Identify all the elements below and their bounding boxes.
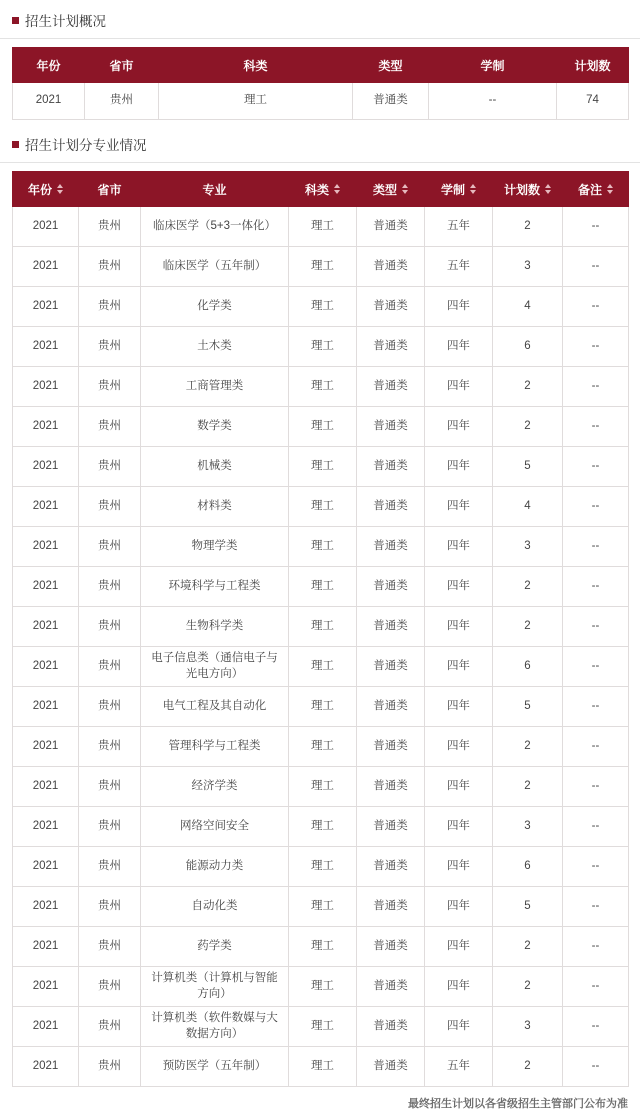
cell-province: 贵州 (79, 887, 141, 927)
col-header-year (13, 48, 85, 83)
col-header-major (141, 172, 289, 207)
cell-type: 普通类 (357, 767, 425, 807)
cell-plan-count: 5 (493, 687, 563, 727)
cell-year: 2021 (13, 367, 79, 407)
cell-type: 普通类 (353, 83, 429, 120)
cell-remark: -- (563, 287, 629, 327)
cell-type: 普通类 (357, 567, 425, 607)
cell-major: 机械类 (141, 447, 289, 487)
cell-province: 贵州 (79, 447, 141, 487)
cell-plan-count: 3 (493, 1007, 563, 1047)
cell-plan-count: 2 (493, 927, 563, 967)
table-body (13, 207, 629, 1087)
cell-remark: -- (563, 607, 629, 647)
cell-category: 理工 (289, 727, 357, 767)
cell-plan-count: 2 (493, 1047, 563, 1087)
col-header-label: 省市 (97, 182, 122, 197)
table-row (13, 607, 629, 647)
cell-province: 贵州 (79, 1047, 141, 1087)
cell-year: 2021 (13, 887, 79, 927)
cell-duration: 四年 (425, 767, 493, 807)
cell-duration: 四年 (425, 527, 493, 567)
cell-province: 贵州 (79, 767, 141, 807)
cell-remark: -- (563, 207, 629, 247)
col-header-category (159, 48, 353, 83)
table-row (13, 967, 629, 1007)
cell-province: 贵州 (79, 647, 141, 687)
cell-year: 2021 (13, 847, 79, 887)
cell-year: 2021 (13, 83, 85, 120)
cell-type: 普通类 (357, 447, 425, 487)
cell-remark: -- (563, 487, 629, 527)
cell-type: 普通类 (357, 607, 425, 647)
table-row (13, 927, 629, 967)
col-header-remark[interactable] (563, 172, 629, 207)
cell-year: 2021 (13, 527, 79, 567)
cell-duration: 四年 (425, 287, 493, 327)
cell-remark: -- (563, 647, 629, 687)
cell-plan-count: 5 (493, 447, 563, 487)
table-row (13, 327, 629, 367)
cell-plan-count: 6 (493, 647, 563, 687)
cell-category: 理工 (289, 767, 357, 807)
cell-year: 2021 (13, 487, 79, 527)
cell-type: 普通类 (357, 1007, 425, 1047)
cell-major: 药学类 (141, 927, 289, 967)
cell-duration: -- (429, 83, 557, 120)
cell-category: 理工 (289, 407, 357, 447)
cell-plan-count: 2 (493, 767, 563, 807)
col-header-label: 年份 (36, 58, 61, 73)
cell-year: 2021 (13, 687, 79, 727)
cell-province: 贵州 (79, 287, 141, 327)
cell-category: 理工 (289, 487, 357, 527)
cell-major: 材料类 (141, 487, 289, 527)
section-title-overview (0, 0, 640, 38)
table-row (13, 687, 629, 727)
cell-province: 贵州 (79, 247, 141, 287)
table-row (13, 647, 629, 687)
cell-category: 理工 (289, 367, 357, 407)
cell-category: 理工 (289, 647, 357, 687)
cell-remark: -- (563, 847, 629, 887)
cell-remark: -- (563, 367, 629, 407)
cell-province: 贵州 (79, 687, 141, 727)
cell-category: 理工 (289, 607, 357, 647)
cell-remark: -- (563, 1047, 629, 1087)
cell-category: 理工 (289, 327, 357, 367)
cell-year: 2021 (13, 1007, 79, 1047)
cell-remark: -- (563, 927, 629, 967)
table-row (13, 1007, 629, 1047)
cell-year: 2021 (13, 207, 79, 247)
cell-major: 电气工程及其自动化 (141, 687, 289, 727)
cell-type: 普通类 (357, 687, 425, 727)
cell-duration: 四年 (425, 607, 493, 647)
col-header-label: 学制 (480, 58, 505, 73)
cell-plan-count: 2 (493, 727, 563, 767)
cell-plan-count: 74 (557, 83, 629, 120)
cell-duration: 四年 (425, 727, 493, 767)
cell-category: 理工 (289, 207, 357, 247)
cell-province: 贵州 (79, 367, 141, 407)
table-row (13, 407, 629, 447)
cell-duration: 四年 (425, 807, 493, 847)
cell-duration: 四年 (425, 567, 493, 607)
table-row (13, 767, 629, 807)
cell-major: 网络空间安全 (141, 807, 289, 847)
table-row (13, 807, 629, 847)
table-row (13, 287, 629, 327)
cell-major: 电子信息类（通信电子与光电方向） (141, 647, 289, 687)
sort-icon[interactable] (470, 184, 476, 194)
cell-major: 土木类 (141, 327, 289, 367)
cell-year: 2021 (13, 967, 79, 1007)
cell-remark: -- (563, 887, 629, 927)
col-header-plan-count (557, 48, 629, 83)
divider (0, 162, 640, 163)
col-header-label: 类型 (378, 58, 403, 73)
cell-category: 理工 (289, 967, 357, 1007)
cell-plan-count: 2 (493, 207, 563, 247)
cell-category: 理工 (289, 807, 357, 847)
cell-type: 普通类 (357, 407, 425, 447)
cell-category: 理工 (289, 1007, 357, 1047)
cell-plan-count: 3 (493, 527, 563, 567)
cell-category: 理工 (289, 847, 357, 887)
cell-province: 贵州 (85, 83, 159, 120)
table-row (13, 727, 629, 767)
cell-type: 普通类 (357, 327, 425, 367)
table-row (13, 487, 629, 527)
table-row (13, 887, 629, 927)
table-header-row (13, 48, 629, 83)
cell-type: 普通类 (357, 647, 425, 687)
cell-major: 能源动力类 (141, 847, 289, 887)
cell-category: 理工 (289, 527, 357, 567)
cell-remark: -- (563, 567, 629, 607)
cell-duration: 四年 (425, 447, 493, 487)
square-bullet-icon (12, 141, 19, 148)
cell-duration: 四年 (425, 367, 493, 407)
cell-remark: -- (563, 727, 629, 767)
cell-province: 贵州 (79, 527, 141, 567)
cell-province: 贵州 (79, 1007, 141, 1047)
cell-province: 贵州 (79, 807, 141, 847)
footnote: 最终招生计划以各省级招生主管部门公布为准 (408, 1098, 628, 1110)
cell-year: 2021 (13, 647, 79, 687)
cell-major: 预防医学（五年制） (141, 1047, 289, 1087)
cell-plan-count: 2 (493, 607, 563, 647)
section-title-text: 招生计划分专业情况 (25, 138, 147, 153)
admission-by-major-table (12, 171, 629, 1087)
table-row (13, 367, 629, 407)
sort-icon[interactable] (607, 184, 613, 194)
cell-plan-count: 4 (493, 287, 563, 327)
cell-type: 普通类 (357, 887, 425, 927)
cell-province: 贵州 (79, 927, 141, 967)
cell-category: 理工 (289, 887, 357, 927)
table-row (13, 567, 629, 607)
cell-category: 理工 (289, 687, 357, 727)
cell-category: 理工 (159, 83, 353, 120)
divider (0, 38, 640, 39)
table-row (13, 1047, 629, 1087)
cell-plan-count: 2 (493, 967, 563, 1007)
cell-province: 贵州 (79, 607, 141, 647)
col-header-label: 备注 (577, 182, 602, 197)
cell-plan-count: 2 (493, 407, 563, 447)
cell-major: 工商管理类 (141, 367, 289, 407)
cell-year: 2021 (13, 767, 79, 807)
cell-province: 贵州 (79, 727, 141, 767)
cell-duration: 四年 (425, 927, 493, 967)
table-row (13, 207, 629, 247)
cell-remark: -- (563, 327, 629, 367)
cell-duration: 四年 (425, 647, 493, 687)
cell-remark: -- (563, 247, 629, 287)
section-title-by-major (0, 124, 640, 162)
sort-icon[interactable] (402, 184, 408, 194)
cell-remark: -- (563, 1007, 629, 1047)
cell-province: 贵州 (79, 847, 141, 887)
cell-major: 物理学类 (141, 527, 289, 567)
section-title-text: 招生计划概况 (25, 14, 106, 29)
cell-duration: 四年 (425, 847, 493, 887)
cell-plan-count: 3 (493, 807, 563, 847)
cell-duration: 五年 (425, 207, 493, 247)
col-header-label: 科类 (243, 58, 268, 73)
cell-year: 2021 (13, 327, 79, 367)
col-header-plan-count[interactable] (493, 172, 563, 207)
admission-overview-table (12, 47, 629, 120)
col-header-duration (429, 48, 557, 83)
cell-remark: -- (563, 447, 629, 487)
cell-category: 理工 (289, 247, 357, 287)
cell-year: 2021 (13, 727, 79, 767)
cell-province: 贵州 (79, 967, 141, 1007)
cell-category: 理工 (289, 287, 357, 327)
cell-type: 普通类 (357, 967, 425, 1007)
cell-plan-count: 3 (493, 247, 563, 287)
cell-plan-count: 2 (493, 367, 563, 407)
cell-year: 2021 (13, 927, 79, 967)
cell-year: 2021 (13, 567, 79, 607)
cell-type: 普通类 (357, 1047, 425, 1087)
cell-year: 2021 (13, 247, 79, 287)
col-header-label: 计划数 (503, 182, 540, 197)
cell-remark: -- (563, 767, 629, 807)
cell-province: 贵州 (79, 487, 141, 527)
cell-major: 数学类 (141, 407, 289, 447)
cell-category: 理工 (289, 447, 357, 487)
table-row (13, 447, 629, 487)
cell-plan-count: 6 (493, 327, 563, 367)
cell-plan-count: 6 (493, 847, 563, 887)
col-header-label: 省市 (109, 58, 134, 73)
cell-type: 普通类 (357, 247, 425, 287)
col-header-category[interactable] (289, 172, 357, 207)
cell-province: 贵州 (79, 407, 141, 447)
sort-icon[interactable] (545, 184, 551, 194)
table-row (13, 847, 629, 887)
cell-major: 自动化类 (141, 887, 289, 927)
cell-year: 2021 (13, 807, 79, 847)
col-header-label: 计划数 (574, 58, 611, 73)
col-header-province (85, 48, 159, 83)
cell-category: 理工 (289, 1047, 357, 1087)
table-row (13, 527, 629, 567)
table-row (13, 247, 629, 287)
cell-duration: 五年 (425, 1047, 493, 1087)
cell-major: 生物科学类 (141, 607, 289, 647)
cell-type: 普通类 (357, 727, 425, 767)
sort-icon[interactable] (57, 184, 63, 194)
cell-remark: -- (563, 967, 629, 1007)
col-header-year[interactable] (13, 172, 79, 207)
sort-icon[interactable] (334, 184, 340, 194)
col-header-label: 科类 (304, 182, 329, 197)
cell-remark: -- (563, 407, 629, 447)
col-header-duration[interactable] (425, 172, 493, 207)
cell-type: 普通类 (357, 487, 425, 527)
col-header-label: 学制 (440, 182, 465, 197)
cell-type: 普通类 (357, 367, 425, 407)
cell-major: 环境科学与工程类 (141, 567, 289, 607)
cell-province: 贵州 (79, 207, 141, 247)
cell-type: 普通类 (357, 527, 425, 567)
cell-plan-count: 4 (493, 487, 563, 527)
cell-duration: 四年 (425, 327, 493, 367)
cell-plan-count: 2 (493, 567, 563, 607)
cell-duration: 四年 (425, 1007, 493, 1047)
cell-major: 管理科学与工程类 (141, 727, 289, 767)
cell-remark: -- (563, 527, 629, 567)
cell-major: 临床医学（5+3一体化） (141, 207, 289, 247)
table-header-row (13, 172, 629, 207)
table-row (13, 83, 629, 120)
cell-category: 理工 (289, 927, 357, 967)
col-header-province (79, 172, 141, 207)
cell-remark: -- (563, 687, 629, 727)
cell-year: 2021 (13, 407, 79, 447)
cell-duration: 四年 (425, 967, 493, 1007)
cell-type: 普通类 (357, 207, 425, 247)
cell-year: 2021 (13, 447, 79, 487)
col-header-label: 专业 (202, 182, 227, 197)
cell-duration: 四年 (425, 407, 493, 447)
cell-province: 贵州 (79, 567, 141, 607)
cell-type: 普通类 (357, 287, 425, 327)
cell-remark: -- (563, 807, 629, 847)
cell-type: 普通类 (357, 807, 425, 847)
cell-major: 临床医学（五年制） (141, 247, 289, 287)
cell-major: 计算机类（计算机与智能方向） (141, 967, 289, 1007)
cell-type: 普通类 (357, 927, 425, 967)
col-header-type[interactable] (357, 172, 425, 207)
cell-duration: 五年 (425, 247, 493, 287)
cell-year: 2021 (13, 287, 79, 327)
cell-duration: 四年 (425, 687, 493, 727)
cell-major: 计算机类（软件数媒与大数据方向） (141, 1007, 289, 1047)
cell-type: 普通类 (357, 847, 425, 887)
cell-plan-count: 5 (493, 887, 563, 927)
cell-duration: 四年 (425, 487, 493, 527)
col-header-label: 年份 (27, 182, 52, 197)
cell-major: 经济学类 (141, 767, 289, 807)
cell-category: 理工 (289, 567, 357, 607)
col-header-label: 类型 (372, 182, 397, 197)
cell-province: 贵州 (79, 327, 141, 367)
square-bullet-icon (12, 17, 19, 24)
cell-year: 2021 (13, 607, 79, 647)
cell-year: 2021 (13, 1047, 79, 1087)
col-header-type (353, 48, 429, 83)
cell-duration: 四年 (425, 887, 493, 927)
cell-major: 化学类 (141, 287, 289, 327)
